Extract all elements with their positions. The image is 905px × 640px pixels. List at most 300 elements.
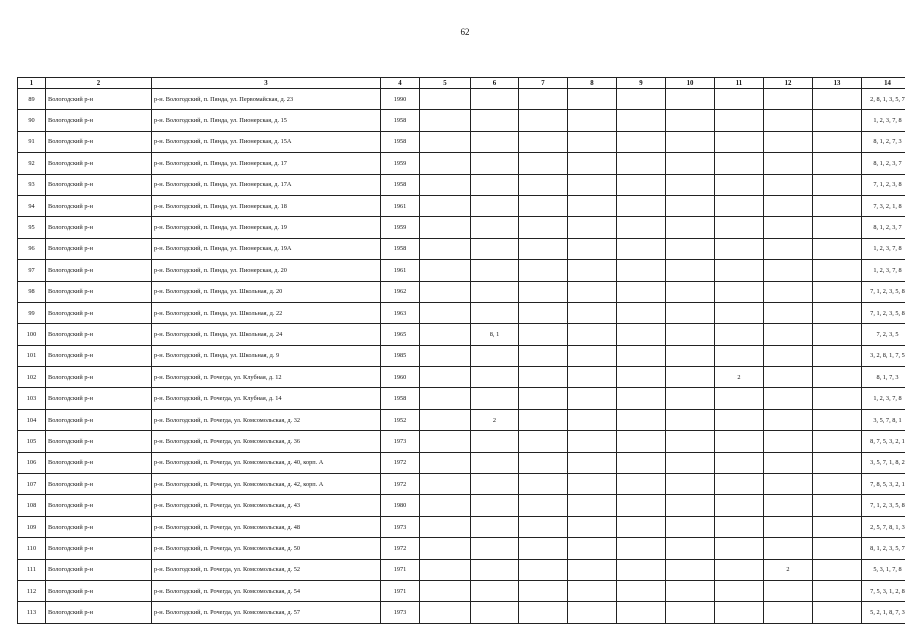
year-cell: 1958 xyxy=(381,110,420,131)
row-number-cell: 91 xyxy=(18,131,46,152)
col5-cell xyxy=(420,302,471,323)
col12-cell xyxy=(764,195,813,216)
col9-cell xyxy=(617,495,666,516)
col6-cell xyxy=(471,260,519,281)
col10-cell xyxy=(666,452,715,473)
address-cell: р-н. Вологодский, п. Пянда, ул. Пионерская, д. 18 xyxy=(152,195,381,216)
col12-cell xyxy=(764,431,813,452)
col5-cell xyxy=(420,195,471,216)
row-number-cell: 100 xyxy=(18,324,46,345)
district-cell: Вологодский р-н xyxy=(46,452,152,473)
col9-cell xyxy=(617,260,666,281)
district-cell: Вологодский р-н xyxy=(46,367,152,388)
col10-cell xyxy=(666,602,715,623)
address-cell: р-н. Вологодский, п. Пянда, ул. Школьная, д. 24 xyxy=(152,324,381,345)
year-cell: 1973 xyxy=(381,602,420,623)
address-cell: р-н. Вологодский, п. Рочегда, ул. Клубная, д. 12 xyxy=(152,367,381,388)
col12-cell xyxy=(764,238,813,259)
district-cell: Вологодский р-н xyxy=(46,174,152,195)
col13-cell xyxy=(813,367,862,388)
address-cell: р-н. Вологодский, п. Рочегда, ул. Комсомольская, д. 57 xyxy=(152,602,381,623)
col12-cell xyxy=(764,495,813,516)
row-number-cell: 102 xyxy=(18,367,46,388)
col9-cell xyxy=(617,324,666,345)
col7-cell xyxy=(519,516,568,537)
table-row xyxy=(18,388,905,409)
col13-cell xyxy=(813,516,862,537)
col9-cell xyxy=(617,131,666,152)
column-header-1: 1 xyxy=(18,78,46,89)
col11-cell xyxy=(715,474,764,495)
col8-cell xyxy=(568,559,617,580)
col11-cell xyxy=(715,538,764,559)
header-row xyxy=(18,78,905,89)
address-cell: р-н. Вологодский, п. Рочегда, ул. Комсомольская, д. 42, корп. А xyxy=(152,474,381,495)
year-cell: 1961 xyxy=(381,195,420,216)
col9-cell xyxy=(617,559,666,580)
col13-cell xyxy=(813,388,862,409)
registry-table xyxy=(17,77,905,624)
table-row xyxy=(18,474,905,495)
row-number-cell: 105 xyxy=(18,431,46,452)
col6-cell xyxy=(471,580,519,601)
col7-cell xyxy=(519,388,568,409)
col13-cell xyxy=(813,302,862,323)
column-header-12: 12 xyxy=(764,78,813,89)
row-number-cell: 108 xyxy=(18,495,46,516)
col5-cell xyxy=(420,388,471,409)
column-header-7: 7 xyxy=(519,78,568,89)
address-cell: р-н. Вологодский, п. Рочегда, ул. Клубная, д. 14 xyxy=(152,388,381,409)
col7-cell xyxy=(519,602,568,623)
col7-cell xyxy=(519,495,568,516)
address-cell: р-н. Вологодский, п. Пянда, ул. Пионерская, д. 20 xyxy=(152,260,381,281)
table-row xyxy=(18,516,905,537)
table-row xyxy=(18,367,905,388)
col12-cell xyxy=(764,452,813,473)
col7-cell xyxy=(519,474,568,495)
district-cell: Вологодский р-н xyxy=(46,602,152,623)
address-cell: р-н. Вологодский, п. Пянда, ул. Школьная, д. 22 xyxy=(152,302,381,323)
row-number-cell: 94 xyxy=(18,195,46,216)
address-cell: р-н. Вологодский, п. Пянда, ул. Пионерская, д. 17 xyxy=(152,153,381,174)
row-number-cell: 101 xyxy=(18,345,46,366)
col7-cell xyxy=(519,153,568,174)
address-cell: р-н. Вологодский, п. Пянда, ул. Первомайская, д. 23 xyxy=(152,89,381,110)
col6-cell xyxy=(471,89,519,110)
col6-cell xyxy=(471,516,519,537)
row-number-cell: 107 xyxy=(18,474,46,495)
table-row xyxy=(18,409,905,430)
col6-cell xyxy=(471,302,519,323)
address-cell: р-н. Вологодский, п. Рочегда, ул. Комсомольская, д. 43 xyxy=(152,495,381,516)
col10-cell xyxy=(666,559,715,580)
row-number-cell: 95 xyxy=(18,217,46,238)
row-number-cell: 93 xyxy=(18,174,46,195)
col7-cell xyxy=(519,110,568,131)
col13-cell xyxy=(813,538,862,559)
col5-cell xyxy=(420,474,471,495)
col10-cell xyxy=(666,89,715,110)
col12-cell xyxy=(764,388,813,409)
col11-cell xyxy=(715,345,764,366)
col8-cell xyxy=(568,345,617,366)
col10-cell xyxy=(666,409,715,430)
col8-cell xyxy=(568,409,617,430)
table-row xyxy=(18,452,905,473)
col12-cell xyxy=(764,345,813,366)
col13-cell xyxy=(813,324,862,345)
col12-cell xyxy=(764,260,813,281)
col12-cell xyxy=(764,580,813,601)
district-cell: Вологодский р-н xyxy=(46,302,152,323)
year-cell: 1972 xyxy=(381,474,420,495)
col8-cell xyxy=(568,174,617,195)
address-cell: р-н. Вологодский, п. Рочегда, ул. Комсомольская, д. 54 xyxy=(152,580,381,601)
col8-cell xyxy=(568,431,617,452)
col10-cell xyxy=(666,580,715,601)
col12-cell xyxy=(764,409,813,430)
year-cell: 1958 xyxy=(381,238,420,259)
address-cell: р-н. Вологодский, п. Пянда, ул. Пионерская, д. 19А xyxy=(152,238,381,259)
year-cell: 1972 xyxy=(381,452,420,473)
col6-cell xyxy=(471,452,519,473)
table-row xyxy=(18,324,905,345)
district-cell: Вологодский р-н xyxy=(46,131,152,152)
row-number-cell: 89 xyxy=(18,89,46,110)
col6-cell xyxy=(471,474,519,495)
col7-cell xyxy=(519,559,568,580)
col7-cell xyxy=(519,260,568,281)
table-body xyxy=(18,89,905,624)
col9-cell xyxy=(617,217,666,238)
col11-cell xyxy=(715,302,764,323)
col9-cell xyxy=(617,388,666,409)
col12-cell xyxy=(764,89,813,110)
col14-cell: 8, 1, 7, 3 xyxy=(862,367,905,388)
district-cell: Вологодский р-н xyxy=(46,110,152,131)
col5-cell xyxy=(420,217,471,238)
table-row xyxy=(18,110,905,131)
col13-cell xyxy=(813,474,862,495)
table-row xyxy=(18,580,905,601)
col14-cell: 1, 2, 3, 7, 8 xyxy=(862,260,905,281)
col11-cell: 2 xyxy=(715,367,764,388)
col10-cell xyxy=(666,345,715,366)
col9-cell xyxy=(617,110,666,131)
row-number-cell: 112 xyxy=(18,580,46,601)
col9-cell xyxy=(617,602,666,623)
col14-cell: 7, 3, 2, 1, 8 xyxy=(862,195,905,216)
year-cell: 1963 xyxy=(381,302,420,323)
col7-cell xyxy=(519,345,568,366)
district-cell: Вологодский р-н xyxy=(46,495,152,516)
col13-cell xyxy=(813,195,862,216)
page-number: 62 xyxy=(460,27,470,37)
year-cell: 1965 xyxy=(381,324,420,345)
col14-cell: 2, 8, 1, 3, 5, 7 xyxy=(862,89,905,110)
col8-cell xyxy=(568,538,617,559)
district-cell: Вологодский р-н xyxy=(46,580,152,601)
year-cell: 1958 xyxy=(381,388,420,409)
address-cell: р-н. Вологодский, п. Рочегда, ул. Комсомольская, д. 52 xyxy=(152,559,381,580)
year-cell: 1972 xyxy=(381,538,420,559)
col10-cell xyxy=(666,495,715,516)
col11-cell xyxy=(715,131,764,152)
col9-cell xyxy=(617,89,666,110)
year-cell: 1962 xyxy=(381,281,420,302)
col11-cell xyxy=(715,602,764,623)
col13-cell xyxy=(813,602,862,623)
col8-cell xyxy=(568,281,617,302)
row-number-cell: 109 xyxy=(18,516,46,537)
col13-cell xyxy=(813,217,862,238)
col10-cell xyxy=(666,131,715,152)
year-cell: 1985 xyxy=(381,345,420,366)
col9-cell xyxy=(617,281,666,302)
col9-cell xyxy=(617,153,666,174)
col7-cell xyxy=(519,195,568,216)
district-cell: Вологодский р-н xyxy=(46,238,152,259)
col8-cell xyxy=(568,260,617,281)
col7-cell xyxy=(519,580,568,601)
district-cell: Вологодский р-н xyxy=(46,474,152,495)
col13-cell xyxy=(813,409,862,430)
col6-cell xyxy=(471,195,519,216)
col10-cell xyxy=(666,302,715,323)
col13-cell xyxy=(813,89,862,110)
table-row xyxy=(18,538,905,559)
col12-cell xyxy=(764,281,813,302)
year-cell: 1971 xyxy=(381,580,420,601)
col11-cell xyxy=(715,195,764,216)
col5-cell xyxy=(420,538,471,559)
row-number-cell: 92 xyxy=(18,153,46,174)
row-number-cell: 113 xyxy=(18,602,46,623)
table-row xyxy=(18,174,905,195)
col5-cell xyxy=(420,580,471,601)
col13-cell xyxy=(813,495,862,516)
column-header-4: 4 xyxy=(381,78,420,89)
address-cell: р-н. Вологодский, п. Пянда, ул. Пионерская, д. 19 xyxy=(152,217,381,238)
col9-cell xyxy=(617,474,666,495)
col10-cell xyxy=(666,367,715,388)
row-number-cell: 110 xyxy=(18,538,46,559)
col11-cell xyxy=(715,238,764,259)
col7-cell xyxy=(519,238,568,259)
col11-cell xyxy=(715,260,764,281)
col8-cell xyxy=(568,602,617,623)
col5-cell xyxy=(420,89,471,110)
year-cell: 1973 xyxy=(381,516,420,537)
col6-cell xyxy=(471,131,519,152)
col6-cell xyxy=(471,281,519,302)
district-cell: Вологодский р-н xyxy=(46,345,152,366)
col10-cell xyxy=(666,281,715,302)
col14-cell: 5, 2, 1, 8, 7, 3 xyxy=(862,602,905,623)
col5-cell xyxy=(420,238,471,259)
col9-cell xyxy=(617,367,666,388)
col5-cell xyxy=(420,174,471,195)
row-number-cell: 106 xyxy=(18,452,46,473)
district-cell: Вологодский р-н xyxy=(46,538,152,559)
col7-cell xyxy=(519,302,568,323)
col12-cell xyxy=(764,602,813,623)
col10-cell xyxy=(666,516,715,537)
col12-cell xyxy=(764,324,813,345)
column-header-2: 2 xyxy=(46,78,152,89)
col5-cell xyxy=(420,495,471,516)
col13-cell xyxy=(813,431,862,452)
col8-cell xyxy=(568,302,617,323)
col9-cell xyxy=(617,174,666,195)
col6-cell xyxy=(471,153,519,174)
col5-cell xyxy=(420,516,471,537)
col14-cell: 1, 2, 3, 7, 8 xyxy=(862,388,905,409)
col7-cell xyxy=(519,431,568,452)
col12-cell: 2 xyxy=(764,559,813,580)
col5-cell xyxy=(420,409,471,430)
col8-cell xyxy=(568,495,617,516)
col7-cell xyxy=(519,409,568,430)
col6-cell xyxy=(471,559,519,580)
col7-cell xyxy=(519,367,568,388)
col10-cell xyxy=(666,195,715,216)
col8-cell xyxy=(568,516,617,537)
col14-cell: 2, 5, 7, 8, 1, 3 xyxy=(862,516,905,537)
district-cell: Вологодский р-н xyxy=(46,324,152,345)
col9-cell xyxy=(617,431,666,452)
col7-cell xyxy=(519,538,568,559)
col14-cell: 7, 2, 3, 5 xyxy=(862,324,905,345)
col14-cell: 5, 3, 1, 7, 8 xyxy=(862,559,905,580)
col6-cell: 2 xyxy=(471,409,519,430)
col14-cell: 3, 2, 8, 1, 7, 5 xyxy=(862,345,905,366)
address-cell: р-н. Вологодский, п. Пянда, ул. Пионерская, д. 15А xyxy=(152,131,381,152)
col8-cell xyxy=(568,89,617,110)
column-header-6: 6 xyxy=(471,78,519,89)
col6-cell xyxy=(471,538,519,559)
district-cell: Вологодский р-н xyxy=(46,559,152,580)
col13-cell xyxy=(813,345,862,366)
table-row xyxy=(18,131,905,152)
col5-cell xyxy=(420,153,471,174)
col14-cell: 8, 1, 2, 3, 7 xyxy=(862,217,905,238)
col13-cell xyxy=(813,110,862,131)
col8-cell xyxy=(568,580,617,601)
address-cell: р-н. Вологодский, п. Рочегда, ул. Комсомольская, д. 40, корп. А xyxy=(152,452,381,473)
col9-cell xyxy=(617,195,666,216)
year-cell: 1973 xyxy=(381,431,420,452)
table-row xyxy=(18,559,905,580)
row-number-cell: 99 xyxy=(18,302,46,323)
table-row xyxy=(18,195,905,216)
address-cell: р-н. Вологодский, п. Пянда, ул. Школьная, д. 20 xyxy=(152,281,381,302)
col7-cell xyxy=(519,281,568,302)
col10-cell xyxy=(666,324,715,345)
col7-cell xyxy=(519,89,568,110)
col14-cell: 7, 1, 2, 3, 5, 8 xyxy=(862,302,905,323)
col13-cell xyxy=(813,153,862,174)
year-cell: 1952 xyxy=(381,409,420,430)
table-row xyxy=(18,495,905,516)
col13-cell xyxy=(813,174,862,195)
col12-cell xyxy=(764,153,813,174)
col6-cell xyxy=(471,345,519,366)
col12-cell xyxy=(764,516,813,537)
col7-cell xyxy=(519,324,568,345)
col10-cell xyxy=(666,217,715,238)
col8-cell xyxy=(568,110,617,131)
col10-cell xyxy=(666,110,715,131)
col8-cell xyxy=(568,195,617,216)
col9-cell xyxy=(617,409,666,430)
col8-cell xyxy=(568,153,617,174)
col5-cell xyxy=(420,110,471,131)
district-cell: Вологодский р-н xyxy=(46,431,152,452)
address-cell: р-н. Вологодский, п. Рочегда, ул. Комсомольская, д. 50 xyxy=(152,538,381,559)
col5-cell xyxy=(420,324,471,345)
col11-cell xyxy=(715,217,764,238)
col8-cell xyxy=(568,474,617,495)
col14-cell: 7, 1, 2, 3, 5, 8 xyxy=(862,495,905,516)
col11-cell xyxy=(715,281,764,302)
column-header-11: 11 xyxy=(715,78,764,89)
col12-cell xyxy=(764,367,813,388)
row-number-cell: 96 xyxy=(18,238,46,259)
table-row xyxy=(18,345,905,366)
year-cell: 1980 xyxy=(381,495,420,516)
district-cell: Вологодский р-н xyxy=(46,260,152,281)
row-number-cell: 103 xyxy=(18,388,46,409)
col10-cell xyxy=(666,260,715,281)
col10-cell xyxy=(666,431,715,452)
col5-cell xyxy=(420,602,471,623)
col11-cell xyxy=(715,495,764,516)
row-number-cell: 90 xyxy=(18,110,46,131)
col10-cell xyxy=(666,153,715,174)
col11-cell xyxy=(715,516,764,537)
col14-cell: 1, 2, 3, 7, 8 xyxy=(862,238,905,259)
col5-cell xyxy=(420,131,471,152)
col14-cell: 1, 2, 3, 7, 8 xyxy=(862,110,905,131)
col9-cell xyxy=(617,538,666,559)
col6-cell: 8, 1 xyxy=(471,324,519,345)
year-cell: 1958 xyxy=(381,174,420,195)
table-row xyxy=(18,602,905,623)
year-cell: 1961 xyxy=(381,260,420,281)
col6-cell xyxy=(471,388,519,409)
col11-cell xyxy=(715,388,764,409)
district-cell: Вологодский р-н xyxy=(46,409,152,430)
col13-cell xyxy=(813,559,862,580)
address-cell: р-н. Вологодский, п. Пянда, ул. Пионерская, д. 15 xyxy=(152,110,381,131)
column-header-5: 5 xyxy=(420,78,471,89)
table-row xyxy=(18,302,905,323)
col13-cell xyxy=(813,452,862,473)
col11-cell xyxy=(715,89,764,110)
table-row xyxy=(18,217,905,238)
col6-cell xyxy=(471,238,519,259)
col11-cell xyxy=(715,110,764,131)
col11-cell xyxy=(715,580,764,601)
col14-cell: 3, 5, 7, 8, 1 xyxy=(862,409,905,430)
col14-cell: 3, 5, 7, 1, 8, 2 xyxy=(862,452,905,473)
col12-cell xyxy=(764,174,813,195)
col7-cell xyxy=(519,217,568,238)
col9-cell xyxy=(617,580,666,601)
col11-cell xyxy=(715,559,764,580)
